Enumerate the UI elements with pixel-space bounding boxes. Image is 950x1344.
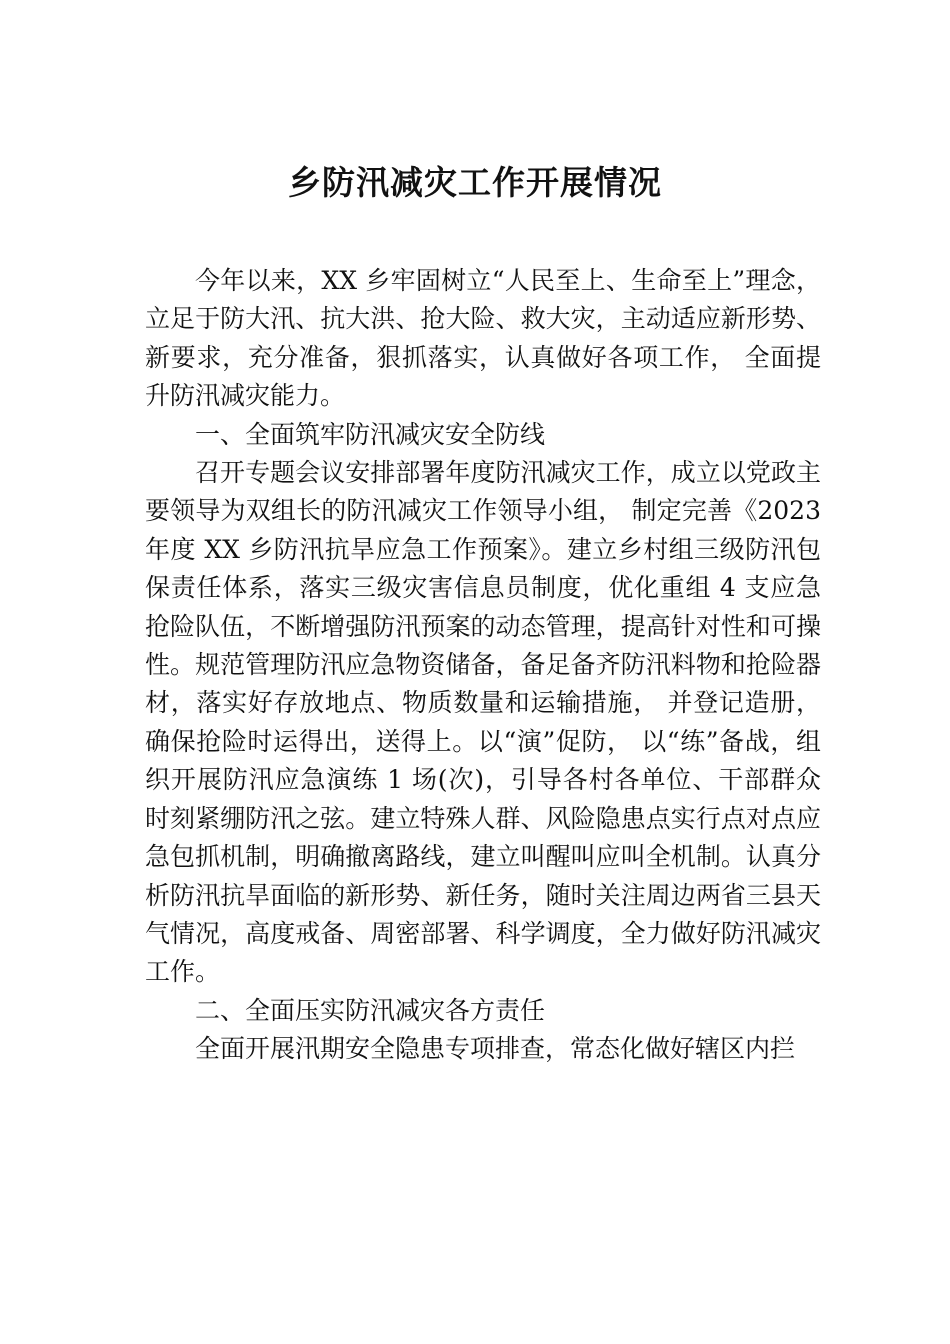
document-title: 乡防汛减灾工作开展情况 [288, 163, 662, 202]
paragraph-section-1: 召开专题会议安排部署年度防汛减灾工作，成立以党政主要领导为双组长的防汛减灾工作领导小组， 制定完善《2023 年度 XX 乡防汛抗旱应急工作预案》。建立乡村组三级防汛包保责任体系，落实三级灾害信息员制度，优化重组 4 支应急抢险队伍，不断增强防汛预案的动态管理，提高针对性和可操性。规范管理防汛应急物资储备，备足备齐防汛料物和抢险器材，落实好存放地点、物质数量和运输措施， 并登记造册，确保抢险时运得出，送得上。以“演”促防， 以“练”备战，组织开展防汛应急演练 1 场(次)，引导各村各单位、干部群众时刻紧绷防汛之弦。建立特殊人群、风险隐患点实行点对点应急包抓机制，明确撤离路线，建立叫醒叫应叫全机制。认真分析防汛抗旱面临的新形势、新任务，随时关注周边两省三县天气情况，高度戒备、周密部署、科学调度，全力做好防汛减灾工作。 [145, 458, 821, 987]
paragraph-section-2: 全面开展汛期安全隐患专项排查，常态化做好辖区内拦 [195, 1034, 796, 1064]
paragraph-intro: 今年以来，XX 乡牢固树立“人民至上、生命至上”理念，立足于防大汛、抗大洪、抢大险、救大灾，主动适应新形势、新要求，充分准备，狠抓落实，认真做好各项工作， 全面提升防汛减灾能力。 [145, 266, 821, 411]
section-heading-2: 二、全面压实防汛减灾各方责任 [195, 995, 546, 1025]
section-heading-1: 一、全面筑牢防汛减灾安全防线 [195, 419, 546, 449]
document-body [145, 262, 821, 1069]
